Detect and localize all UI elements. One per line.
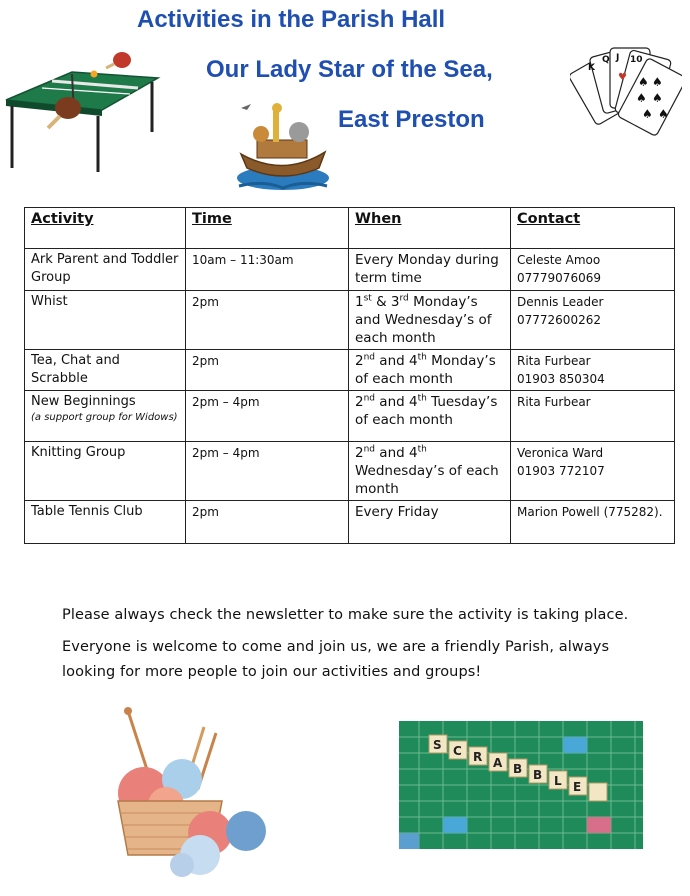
time-cell: 2pm: [186, 350, 349, 391]
contact-name: Celeste Amoo: [517, 253, 601, 267]
contact-name: Rita Furbear: [517, 395, 591, 409]
svg-text:♠: ♠: [652, 91, 663, 105]
svg-text:A: A: [493, 756, 503, 770]
svg-text:K: K: [588, 63, 595, 73]
header-activity: Activity: [25, 208, 186, 249]
contact-phone: 01903 850304: [517, 372, 605, 386]
when-text: 2: [355, 353, 364, 369]
svg-text:L: L: [554, 774, 562, 788]
title-line-3: East Preston: [338, 106, 485, 133]
when-cell: Every Monday during term time: [349, 249, 511, 291]
contact-cell: [511, 291, 675, 350]
when-text: 1: [355, 294, 364, 310]
contact-cell: [511, 501, 675, 544]
activity-cell: Tea, Chat and Scrabble: [25, 350, 186, 391]
when-cell: [349, 350, 511, 391]
when-text: Monday’s of each month: [355, 353, 496, 387]
ordinal-suffix: rd: [399, 293, 409, 304]
svg-text:R: R: [473, 750, 483, 764]
svg-text:Q: Q: [602, 55, 610, 65]
when-text: & 3: [371, 294, 400, 310]
activity-cell: Knitting Group: [25, 442, 186, 501]
svg-text:C: C: [453, 744, 462, 758]
activities-table: [24, 207, 675, 544]
when-text: 2: [355, 394, 364, 410]
header-contact: Contact: [511, 208, 675, 249]
title-line-1: Activities in the Parish Hall: [137, 6, 446, 33]
time-cell: 2pm: [186, 501, 349, 544]
ordinal-suffix: nd: [363, 393, 376, 404]
header-when: When: [349, 208, 511, 249]
when-text: Tuesday’s of each month: [355, 394, 498, 428]
header-time: Time: [186, 208, 349, 249]
ordinal-suffix: th: [417, 444, 427, 455]
contact-cell: [511, 249, 675, 291]
svg-text:S: S: [433, 738, 442, 752]
contact-name: Rita Furbear: [517, 354, 591, 368]
contact-phone: 01903 772107: [517, 464, 605, 478]
svg-text:♥: ♥: [618, 72, 627, 83]
when-text: Wednesday’s of each month: [355, 463, 499, 497]
knitting-basket-illustration: [104, 705, 269, 880]
noahs-ark-illustration: [233, 98, 331, 193]
time-cell: 2pm – 4pm: [186, 391, 349, 442]
title-line-2: Our Lady Star of the Sea,: [206, 56, 493, 83]
svg-text:♠: ♠: [658, 107, 669, 121]
when-text: and 4: [375, 394, 418, 410]
table-row: [25, 501, 675, 544]
when-text: and 4: [375, 353, 418, 369]
contact-name: Dennis Leader: [517, 295, 604, 309]
activity-cell: Whist: [25, 291, 186, 350]
activity-cell: Ark Parent and Toddler Group: [25, 249, 186, 291]
when-cell: Every Friday: [349, 501, 511, 544]
activity-note: (a support group for Widows): [31, 412, 178, 423]
svg-text:♠: ♠: [638, 75, 649, 89]
ordinal-suffix: th: [417, 352, 427, 363]
svg-text:B: B: [513, 762, 523, 776]
when-cell: [349, 291, 511, 350]
svg-text:J: J: [616, 53, 620, 63]
table-row: [25, 442, 675, 501]
when-text: Monday’s and Wednesday’s of each month: [355, 294, 492, 346]
ordinal-suffix: th: [417, 393, 427, 404]
when-text: and 4: [375, 445, 418, 461]
activity-cell: Table Tennis Club: [25, 501, 186, 544]
activity-name: New Beginnings: [31, 394, 136, 409]
svg-text:♠: ♠: [652, 75, 663, 89]
contact-name: Veronica Ward: [517, 446, 604, 460]
activity-cell: [25, 391, 186, 442]
ordinal-suffix: nd: [363, 444, 376, 455]
table-header-row: [25, 208, 675, 249]
contact-cell: [511, 442, 675, 501]
table-row: [25, 291, 675, 350]
welcome-note: Everyone is welcome to come and join us, we are a friendly Parish, always looking for more people to join our activities and groups!: [62, 639, 610, 680]
playing-cards-illustration: [570, 40, 682, 145]
newsletter-note: Please always check the newsletter to make sure the activity is taking place.: [62, 607, 629, 623]
when-text: 2: [355, 445, 364, 461]
table-row: [25, 350, 675, 391]
svg-text:♠: ♠: [636, 91, 647, 105]
table-tennis-illustration: [2, 48, 162, 178]
when-cell: [349, 442, 511, 501]
svg-text:♠: ♠: [642, 107, 653, 121]
svg-text:E: E: [573, 780, 582, 794]
contact-phone: 07779076069: [517, 271, 601, 285]
svg-text:10: 10: [630, 55, 643, 65]
time-cell: 2pm: [186, 291, 349, 350]
contact-name: Marion Powell (775282).: [517, 505, 663, 519]
when-cell: [349, 391, 511, 442]
ordinal-suffix: st: [363, 293, 372, 304]
time-cell: 2pm – 4pm: [186, 442, 349, 501]
ordinal-suffix: nd: [363, 352, 376, 363]
time-cell: 10am – 11:30am: [186, 249, 349, 291]
table-row: [25, 249, 675, 291]
contact-cell: [511, 350, 675, 391]
scrabble-board-photo: [399, 721, 643, 849]
contact-phone: 07772600262: [517, 313, 601, 327]
svg-text:B: B: [533, 768, 543, 782]
table-row: [25, 391, 675, 442]
contact-cell: [511, 391, 675, 442]
